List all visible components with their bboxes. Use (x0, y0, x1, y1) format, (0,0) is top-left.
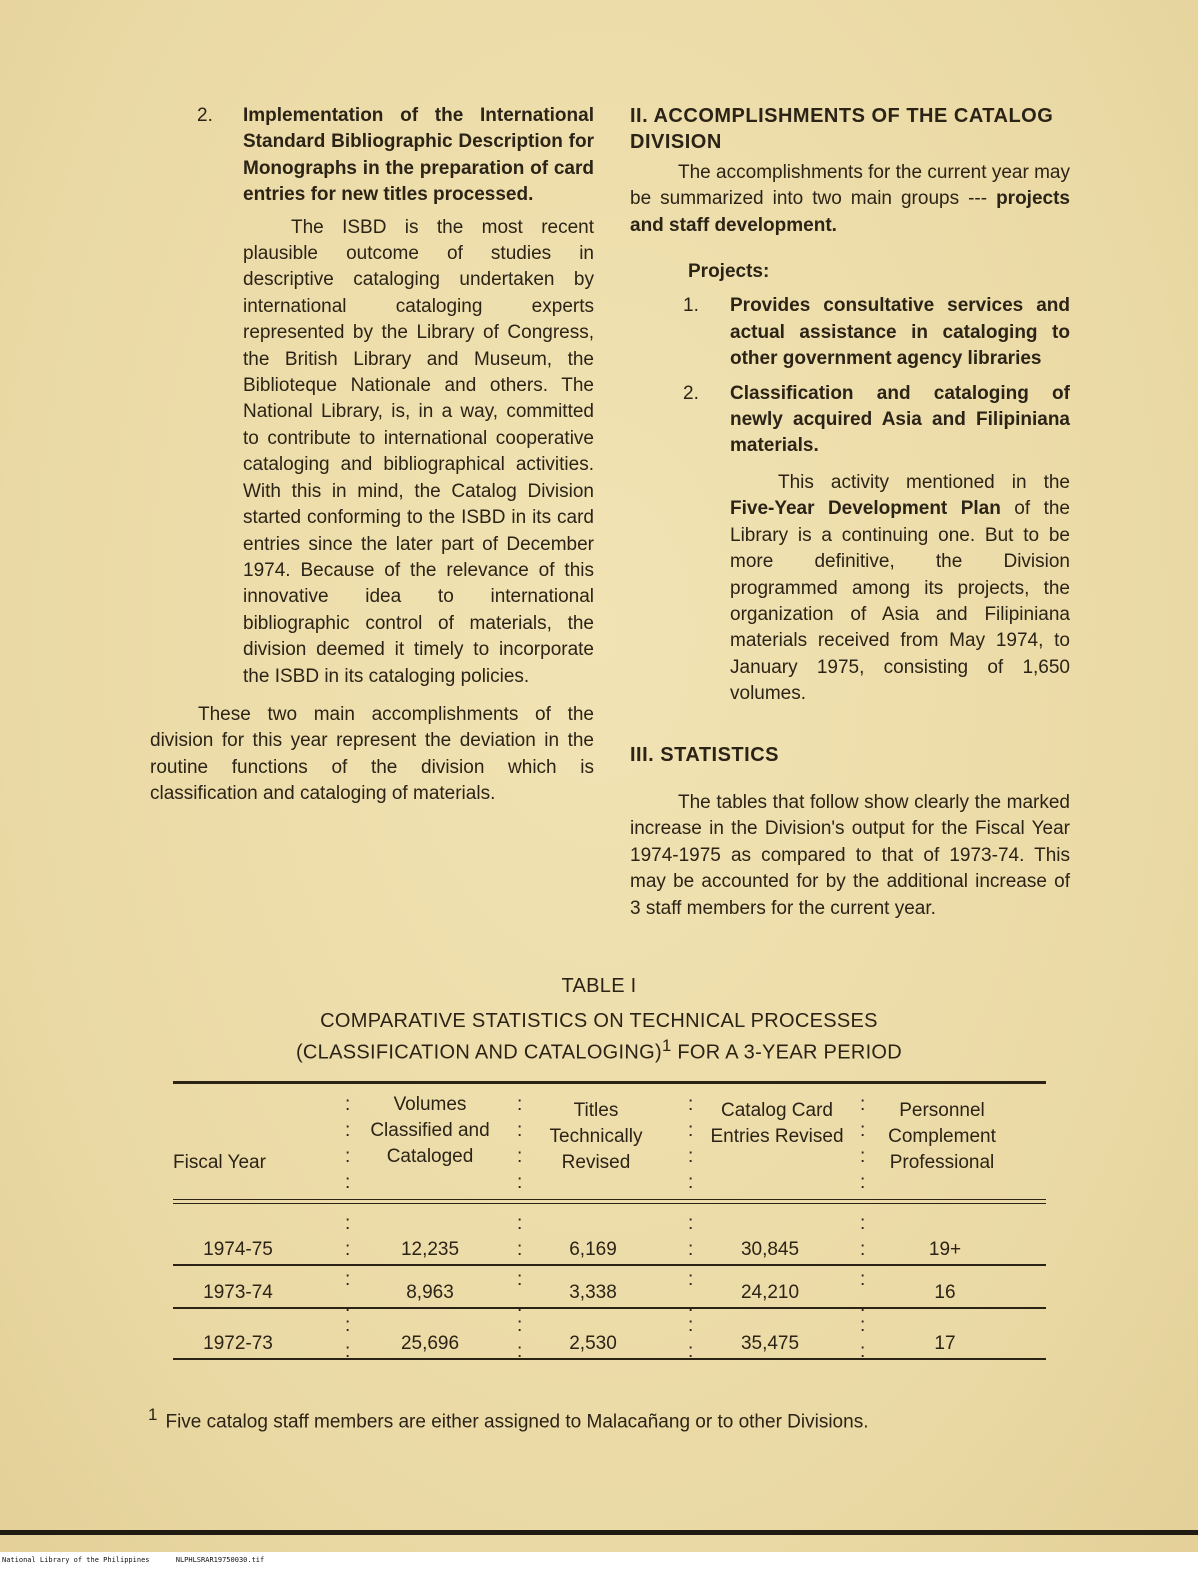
table-header-rule-2 (173, 1203, 1046, 1204)
cell-volumes: 12,235 (400, 1239, 460, 1260)
cell-catalog-entries: 30,845 (740, 1239, 800, 1260)
item-number: 2. (197, 105, 213, 126)
column-separator: : . (688, 1269, 694, 1316)
header-catalog-card: Catalog Card Entries Revised (710, 1100, 844, 1147)
activity-pre: This activity mentioned in the (778, 471, 1070, 493)
section-3-text: The tables that follow show clearly the marked increase in the Division's output for the Fiscal Year 1974-1975 as compared to that of 1973-74. This may be accounted for by the additional increase of 3 staff members for the current year. (630, 791, 1070, 919)
cell-catalog-entries: 24,210 (740, 1282, 800, 1303)
table-title-footnote-mark: 1 (661, 1036, 672, 1055)
project-text: Provides consultative services and actual assistance in cataloging to other government agency libraries (730, 295, 1070, 370)
scan-file: NLPHLSRAR19750030.tif (175, 1556, 265, 1564)
project-item (630, 293, 1070, 372)
table-title-line2b: FOR A 3-YEAR PERIOD (671, 1041, 903, 1064)
isbd-item (150, 103, 594, 690)
section-3-heading: III. STATISTICS (630, 743, 779, 766)
column-separator: : : : : (688, 1094, 694, 1193)
cell-personnel: 17 (934, 1333, 956, 1354)
footnote-mark: 1 (148, 1405, 158, 1424)
column-separator: : : : : (860, 1094, 866, 1193)
cell-catalog-entries: 35,475 (740, 1333, 800, 1354)
cell-volumes: 8,963 (406, 1282, 454, 1303)
header-fiscal-year: Fiscal Year (173, 1152, 266, 1173)
section-2-intro-bold: projects and staff development. (630, 188, 1070, 236)
left-column (150, 103, 594, 808)
column-separator: : : : : (517, 1094, 523, 1193)
page-bottom-edge (0, 1530, 1198, 1535)
section-2-intro-text: The accomplishments for the current year may be summarized into two main groups --- (630, 161, 1070, 210)
column-separator: : : (688, 1315, 694, 1362)
project-number: 1. (683, 295, 699, 317)
table-header-rule (173, 1199, 1046, 1200)
cell-titles: 3,338 (569, 1282, 617, 1303)
isbd-item-title: Implementation of the International Standard Bibliographic Description for Monographs in the preparation of card entries for new titles processed. (243, 105, 594, 206)
table-row-rule (173, 1264, 1046, 1266)
table-bottom-rule (173, 1358, 1046, 1360)
cell-titles: 2,530 (569, 1333, 617, 1354)
header-titles: Titles Technically Revised (549, 1100, 643, 1173)
table-title-line2 (0, 1036, 1198, 1065)
table-label: TABLE I (561, 975, 637, 997)
section-2-intro (630, 160, 1070, 239)
section-2-heading: II. ACCOMPLISHMENTS OF THE CATALOG DIVISION (630, 105, 1054, 154)
column-separator: : . (860, 1269, 866, 1316)
right-column (630, 103, 1070, 922)
table-title-line1: COMPARATIVE STATISTICS ON TECHNICAL PROCESSES (320, 1010, 878, 1032)
activity-paragraph (630, 470, 1070, 708)
project-number: 2. (683, 382, 699, 404)
scan-source: National Library of the Philippines (2, 1556, 150, 1564)
table-row-rule (173, 1307, 1046, 1309)
header-volumes: Volumes Classified and Cataloged (370, 1094, 490, 1167)
footnote (148, 1405, 868, 1433)
cell-fiscal-year: 1973-74 (203, 1282, 273, 1303)
table-top-rule (173, 1081, 1046, 1084)
column-separator: : : (517, 1315, 523, 1362)
column-separator: : : (688, 1213, 694, 1260)
table-title-line2a: (CLASSIFICATION AND CATALOGING) (295, 1041, 662, 1064)
footnote-text: Five catalog staff members are either assigned to Malacañang or to other Divisions. (165, 1411, 869, 1433)
column-separator: : . (517, 1269, 523, 1316)
cell-fiscal-year: 1972-73 (203, 1333, 273, 1354)
activity-plan-name: Five-Year Development Plan (730, 498, 1001, 520)
column-separator: : . (345, 1269, 351, 1316)
scan-info-text (2, 1556, 286, 1564)
cell-titles: 6,169 (569, 1239, 617, 1260)
summary-paragraph: These two main accomplishments of the division for this year represent the deviation in the routine functions of the division which is classification and cataloging of materials. (150, 703, 594, 805)
project-text: Classification and cataloging of newly acquired Asia and Filipiniana materials. (730, 382, 1070, 457)
column-separator: : : (860, 1213, 866, 1260)
column-separator: : : (345, 1213, 351, 1260)
column-separator: : : (345, 1315, 351, 1362)
project-item (630, 381, 1070, 460)
cell-volumes: 25,696 (400, 1333, 460, 1354)
column-separator: : : (860, 1315, 866, 1362)
cell-fiscal-year: 1974-75 (203, 1239, 273, 1260)
header-personnel: Personnel Complement Professional (888, 1100, 996, 1173)
column-separator: : : (517, 1213, 523, 1260)
isbd-paragraph: The ISBD is the most recent plausible outcome of studies in descriptive cataloging undertaken by international cataloging experts represented by the Library of Congress, the British Library and Museum, the Biblioteque Nationale and others. The National Library, is, in a way, committed to contribute to international cooperative cataloging and bibliographical activities. With this in mind, the Catalog Division started conforming to the ISBD in its card entries since the later part of December 1974. Because of the relevance of this innovative idea to international bibliographic control of materials, the division deemed it timely to incorporate the ISBD in its cataloging policies. (243, 216, 594, 687)
cell-personnel: 19+ (928, 1239, 962, 1260)
column-separator: : : : : (345, 1094, 351, 1193)
cell-personnel: 16 (934, 1282, 956, 1303)
projects-label: Projects: (688, 261, 770, 283)
activity-post: of the Library is a continuing one. But to be more definitive, the Division programmed among its projects, the organization of Asia and Filipiniana materials received from May 1974, to January 1975, consisting of 1,650 volumes. (730, 498, 1070, 705)
